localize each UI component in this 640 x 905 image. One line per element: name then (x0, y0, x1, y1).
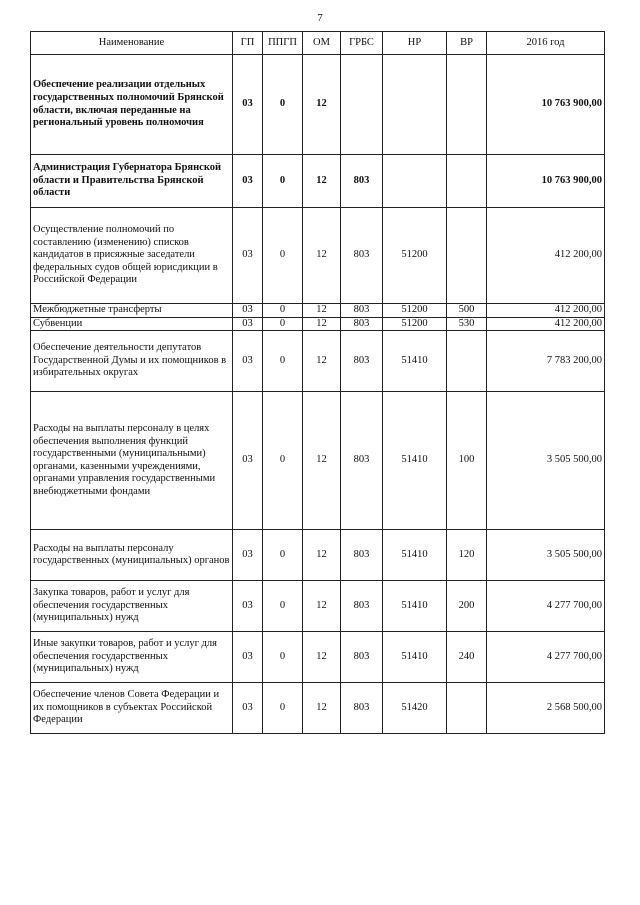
row-ppgp: 0 (263, 581, 303, 632)
row-name: Осуществление полномочий по составлению (изменению) списков кандидатов в присяжные заседатели федеральных судов общей юрисдикции в Российской Федерации (31, 208, 233, 304)
row-om: 12 (303, 55, 341, 155)
header-om: ОМ (303, 32, 341, 55)
row-vr: 500 (447, 304, 487, 318)
row-gp: 03 (233, 155, 263, 208)
table-row (31, 581, 605, 632)
row-np: 51200 (383, 208, 447, 304)
row-amount: 412 200,00 (487, 304, 605, 318)
row-grbs: 803 (341, 304, 383, 318)
budget-table (30, 31, 605, 734)
row-name: Обеспечение деятельности депутатов Государственной Думы и их помощников в избирательных округах (31, 331, 233, 392)
row-ppgp: 0 (263, 632, 303, 683)
header-gp: ГП (233, 32, 263, 55)
row-name: Межбюджетные трансферты (31, 304, 233, 318)
row-gp: 03 (233, 632, 263, 683)
row-om: 12 (303, 632, 341, 683)
header-year: 2016 год (487, 32, 605, 55)
row-name: Закупка товаров, работ и услуг для обеспечения государственных (муниципальных) нужд (31, 581, 233, 632)
row-vr: 100 (447, 392, 487, 530)
row-amount: 3 505 500,00 (487, 392, 605, 530)
header-ppgp: ППГП (263, 32, 303, 55)
row-vr (447, 208, 487, 304)
row-np (383, 55, 447, 155)
row-amount: 3 505 500,00 (487, 530, 605, 581)
row-np: 51410 (383, 581, 447, 632)
row-np: 51200 (383, 304, 447, 318)
table-row (31, 208, 605, 304)
row-vr: 240 (447, 632, 487, 683)
header-np: НР (383, 32, 447, 55)
row-ppgp: 0 (263, 208, 303, 304)
row-grbs: 803 (341, 632, 383, 683)
row-name: Администрация Губернатора Брянской области и Правительства Брянской области (31, 155, 233, 208)
row-grbs: 803 (341, 317, 383, 331)
row-grbs (341, 55, 383, 155)
row-ppgp: 0 (263, 317, 303, 331)
row-grbs: 803 (341, 530, 383, 581)
row-name: Расходы на выплаты персоналу в целях обеспечения выполнения функций государственными (муниципальными) органами, казенными учреждениями, органами управления государственными внебюджетными фондами (31, 392, 233, 530)
row-amount: 7 783 200,00 (487, 331, 605, 392)
row-gp: 03 (233, 392, 263, 530)
row-ppgp: 0 (263, 304, 303, 318)
row-gp: 03 (233, 304, 263, 318)
row-grbs: 803 (341, 581, 383, 632)
row-om: 12 (303, 581, 341, 632)
row-name: Расходы на выплаты персоналу государственных (муниципальных) органов (31, 530, 233, 581)
table-row (31, 317, 605, 331)
row-grbs: 803 (341, 392, 383, 530)
table-row (31, 392, 605, 530)
row-gp: 03 (233, 530, 263, 581)
row-np (383, 155, 447, 208)
row-om: 12 (303, 208, 341, 304)
row-gp: 03 (233, 683, 263, 734)
row-np: 51410 (383, 632, 447, 683)
row-vr (447, 331, 487, 392)
row-amount: 10 763 900,00 (487, 55, 605, 155)
header-vr: ВР (447, 32, 487, 55)
row-ppgp: 0 (263, 392, 303, 530)
table-row (31, 683, 605, 734)
row-amount: 412 200,00 (487, 208, 605, 304)
row-amount: 4 277 700,00 (487, 632, 605, 683)
row-ppgp: 0 (263, 55, 303, 155)
row-om: 12 (303, 317, 341, 331)
row-om: 12 (303, 683, 341, 734)
row-vr: 120 (447, 530, 487, 581)
row-amount: 2 568 500,00 (487, 683, 605, 734)
row-gp: 03 (233, 208, 263, 304)
row-grbs: 803 (341, 683, 383, 734)
row-np: 51420 (383, 683, 447, 734)
row-amount: 412 200,00 (487, 317, 605, 331)
row-om: 12 (303, 155, 341, 208)
row-grbs: 803 (341, 208, 383, 304)
row-np: 51410 (383, 392, 447, 530)
row-ppgp: 0 (263, 155, 303, 208)
row-om: 12 (303, 530, 341, 581)
row-np: 51200 (383, 317, 447, 331)
row-vr: 530 (447, 317, 487, 331)
page-number: 7 (317, 12, 323, 24)
row-gp: 03 (233, 55, 263, 155)
row-vr (447, 155, 487, 208)
row-vr (447, 683, 487, 734)
row-amount: 10 763 900,00 (487, 155, 605, 208)
table-row (31, 304, 605, 318)
table-row (31, 530, 605, 581)
row-grbs: 803 (341, 331, 383, 392)
row-gp: 03 (233, 581, 263, 632)
row-grbs: 803 (341, 155, 383, 208)
row-name: Обеспечение реализации отдельных государственных полномочий Брянской области, включая переданные на региональный уровень полномочия (31, 55, 233, 155)
row-ppgp: 0 (263, 530, 303, 581)
row-np: 51410 (383, 530, 447, 581)
row-ppgp: 0 (263, 683, 303, 734)
row-om: 12 (303, 331, 341, 392)
table-row (31, 632, 605, 683)
header-name: Наименование (31, 32, 233, 55)
row-gp: 03 (233, 317, 263, 331)
row-om: 12 (303, 392, 341, 530)
row-vr (447, 55, 487, 155)
row-name: Иные закупки товаров, работ и услуг для обеспечения государственных (муниципальных) нужд (31, 632, 233, 683)
row-amount: 4 277 700,00 (487, 581, 605, 632)
header-grbs: ГРБС (341, 32, 383, 55)
row-ppgp: 0 (263, 331, 303, 392)
row-name: Обеспечение членов Совета Федерации и их помощников в субъектах Российской Федерации (31, 683, 233, 734)
row-om: 12 (303, 304, 341, 318)
table-row (31, 155, 605, 208)
row-gp: 03 (233, 331, 263, 392)
table-row (31, 55, 605, 155)
table-header-row (31, 32, 605, 55)
row-vr: 200 (447, 581, 487, 632)
row-np: 51410 (383, 331, 447, 392)
table-row (31, 331, 605, 392)
row-name: Субвенции (31, 317, 233, 331)
